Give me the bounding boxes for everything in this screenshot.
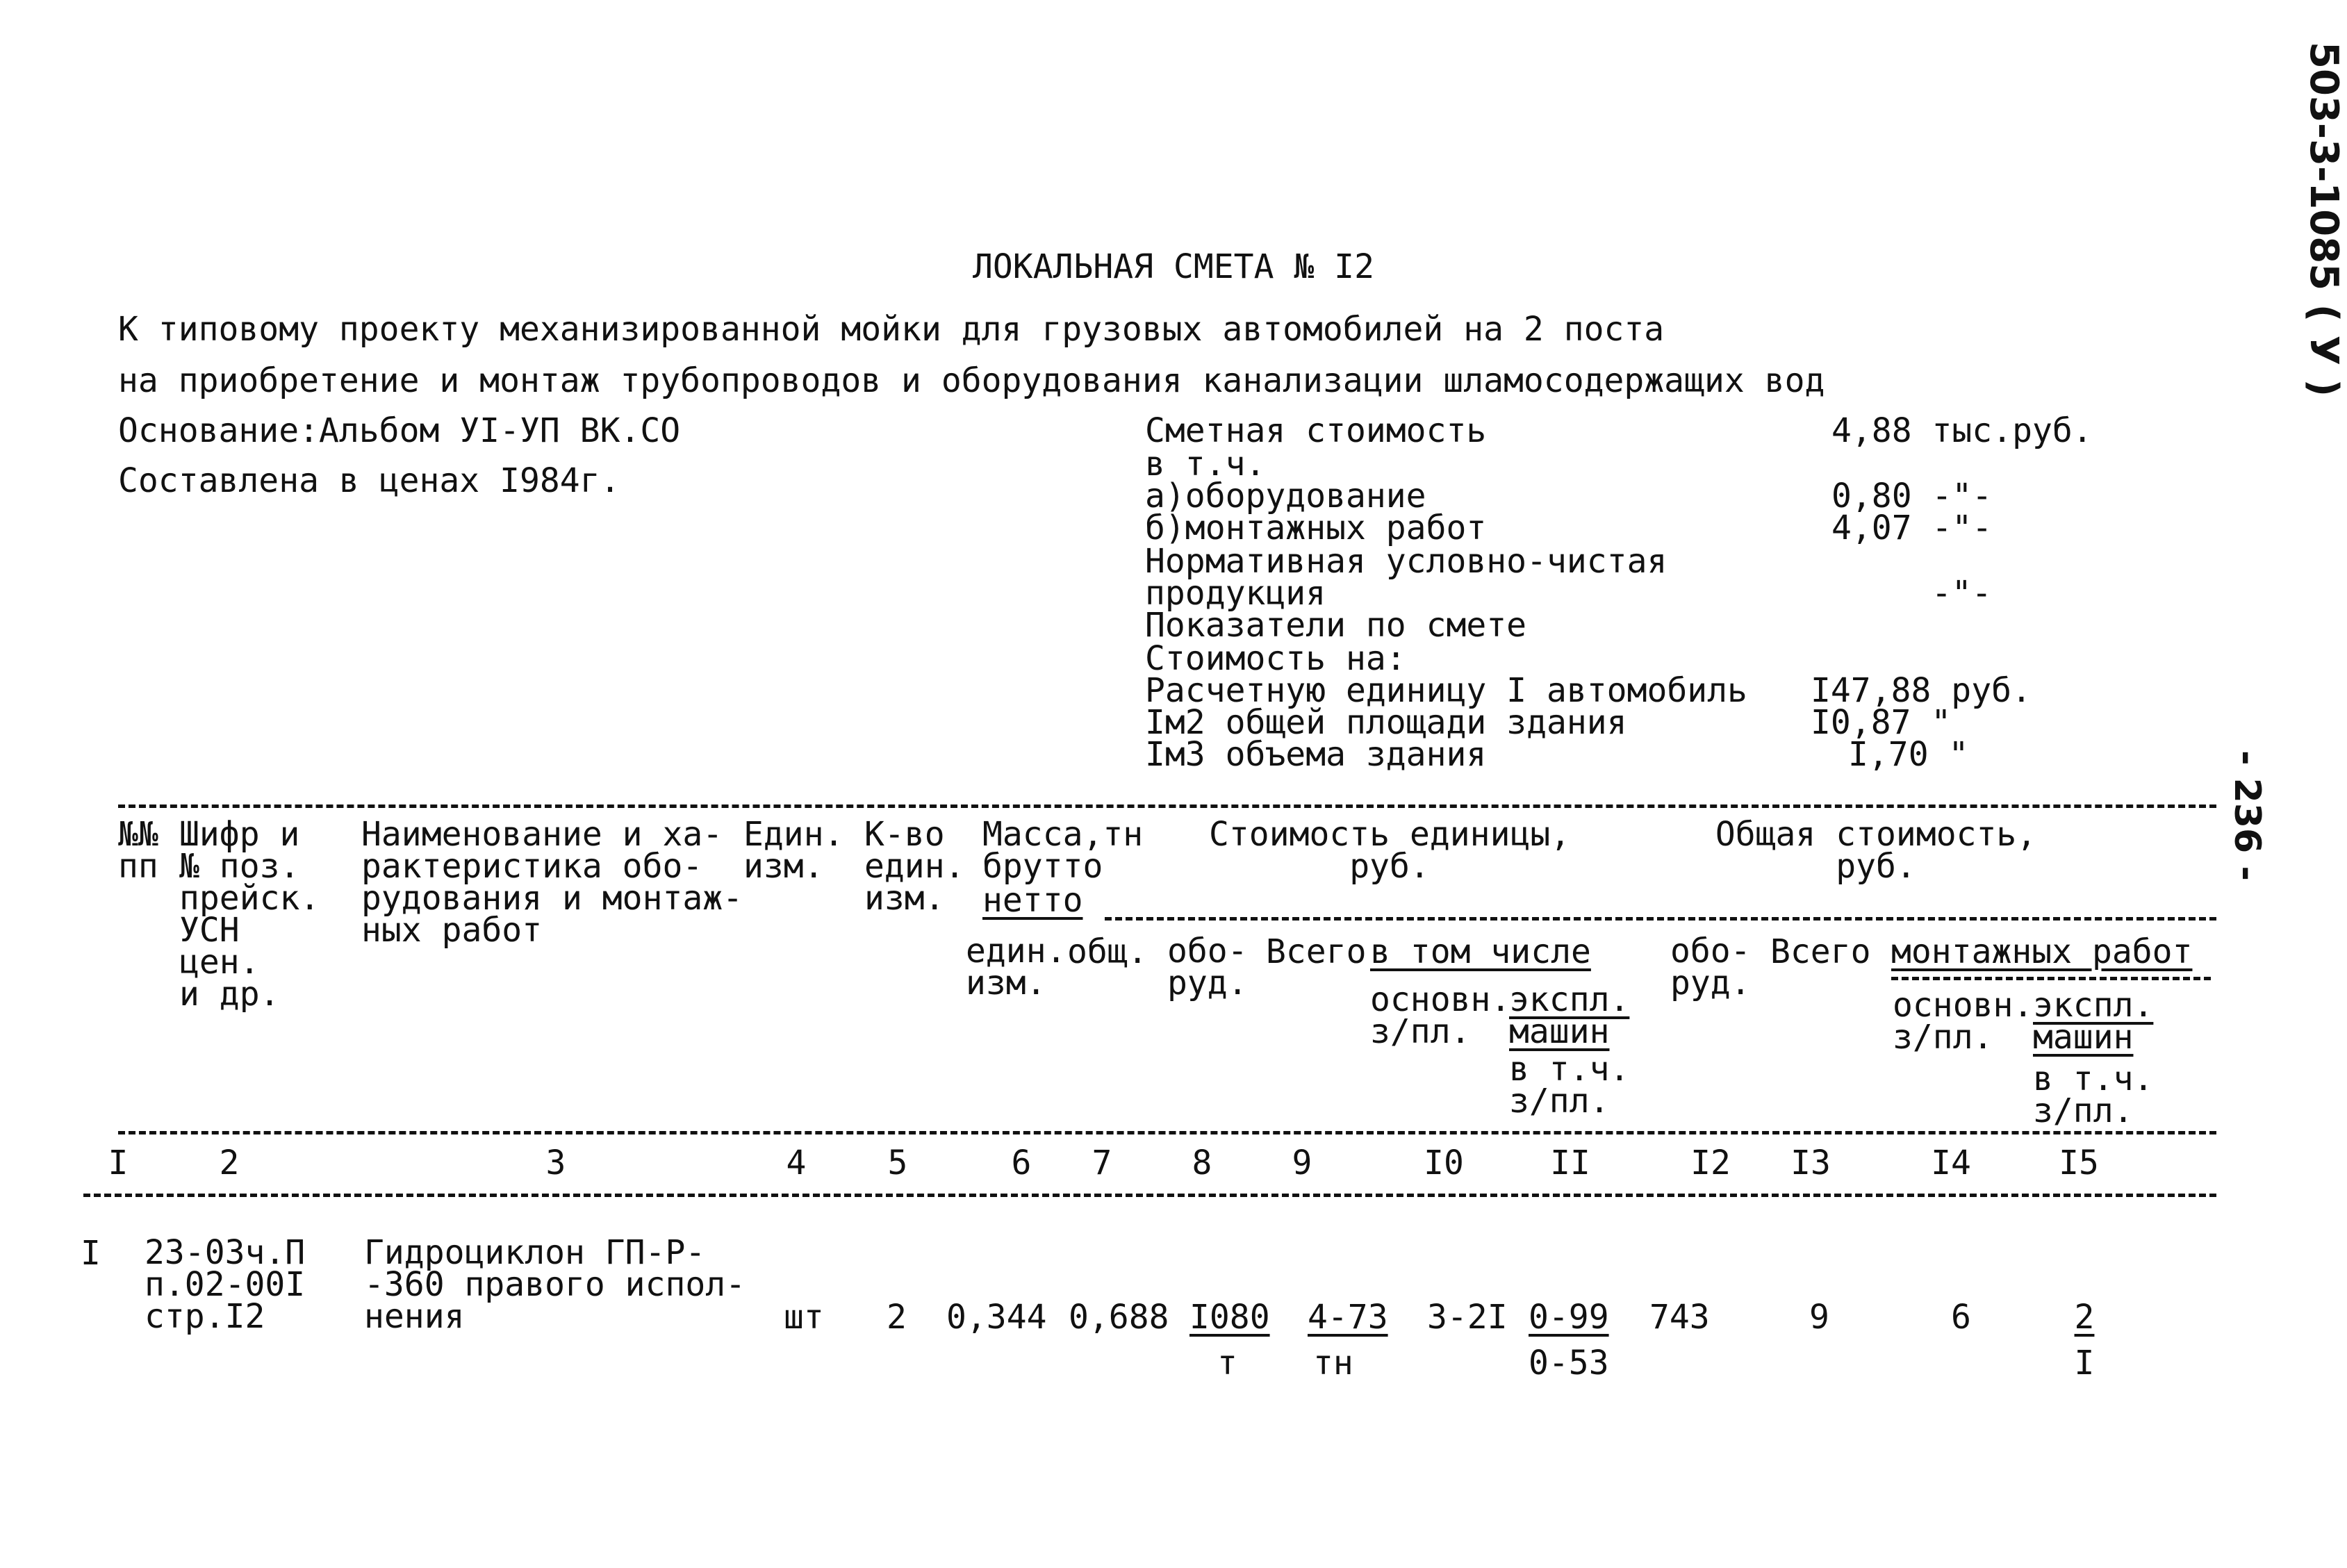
cell-equipment-unit-measure: т xyxy=(1217,1344,1237,1383)
header-total-equipment: обо- руд. xyxy=(1670,932,1751,1002)
subtitle-line-1: К типовому проекту механизированной мойки для грузовых автомобилей на 2 поста xyxy=(118,310,1665,349)
summary-label: Стоимость на: xyxy=(1145,639,1406,678)
column-number: 9 xyxy=(1292,1144,1312,1182)
header-row-number: №№ пп xyxy=(118,815,158,886)
summary-label: Сметная стоимость xyxy=(1145,411,1487,450)
column-number: I5 xyxy=(2059,1144,2099,1182)
cell-total-unit-measure: тн xyxy=(1313,1344,1353,1383)
header-total-install: монтажных работ xyxy=(1891,932,2193,971)
header-unit-incl: в том числе xyxy=(1370,932,1591,971)
cell-quantity: 2 xyxy=(887,1298,907,1337)
side-code: 503-3-1085 ( У ) xyxy=(2301,42,2346,397)
summary-value: I47,88 руб. xyxy=(1811,671,2032,710)
summary-label: б)монтажных работ xyxy=(1145,509,1487,547)
header-mass-per-unit: един. изм. xyxy=(966,932,1067,1002)
column-number: I2 xyxy=(1690,1144,1731,1182)
summary-value: I0,87 " xyxy=(1811,703,1952,742)
summary-label: продукция xyxy=(1145,574,1326,613)
header-unit-all: Всего xyxy=(1266,932,1367,971)
header-mass: Масса,тн брутто xyxy=(982,815,1144,886)
summary-label: Нормативная условно-чистая xyxy=(1145,542,1667,581)
header-total-machines: экспл. машин xyxy=(2033,986,2154,1057)
header-total-wages: основн. з/пл. xyxy=(1893,986,2034,1057)
summary-label: Iм2 общей площади здания xyxy=(1145,703,1627,742)
cell-name: Гидроциклон ГП-Р- -360 правого испол- нения xyxy=(364,1233,746,1336)
header-unit-machines: экспл. машин xyxy=(1509,980,1630,1051)
cell-unit: шт xyxy=(784,1298,824,1337)
header-unit-cost: Стоимость единицы, руб. xyxy=(1209,815,1571,886)
column-number: 6 xyxy=(1011,1144,1032,1182)
header-name: Наименование и ха- рактеристика обо- рудования и монтаж- ных работ xyxy=(361,815,743,950)
column-number: I3 xyxy=(1790,1144,1831,1182)
header-total-machine-wages: в т.ч. з/пл. xyxy=(2033,1059,2154,1130)
cell-total-unit: 4-73 xyxy=(1308,1298,1388,1337)
prices-text: Составлена в ценах I984г. xyxy=(118,461,620,500)
cell-row-number: I xyxy=(81,1234,101,1273)
header-mass-total: общ. xyxy=(1067,932,1148,971)
summary-label: Iм3 объема здания xyxy=(1145,735,1487,774)
summary-label: Показатели по смете xyxy=(1145,606,1527,645)
column-number: 7 xyxy=(1092,1144,1112,1182)
summary-label: Расчетную единицу I автомобиль xyxy=(1145,671,1747,710)
cell-all-total: 9 xyxy=(1809,1298,1829,1337)
column-number: 3 xyxy=(545,1144,566,1182)
header-total-cost: Общая стоимость, руб. xyxy=(1715,815,2037,886)
header-unit-equipment: обо- руд. xyxy=(1167,932,1248,1002)
cell-machines-unit: 0-99 xyxy=(1529,1298,1609,1337)
subtitle-line-2: на приобретение и монтаж трубопроводов и оборудования канализации шламосодержащих вод xyxy=(118,361,1825,400)
header-code: Шифр и № поз. прейск. УСН цен. и др. xyxy=(179,815,320,1014)
summary-value: 0,80 -"- xyxy=(1831,477,1993,515)
summary-value: I,70 " xyxy=(1848,735,1969,774)
cell-machine-wages-unit: 0-53 xyxy=(1529,1344,1609,1383)
cell-mass-total: 0,688 xyxy=(1069,1298,1169,1337)
page-number: - 236 - xyxy=(2226,750,2268,881)
cell-wages-total: 6 xyxy=(1951,1298,1971,1337)
header-total-all: Всего xyxy=(1770,932,1871,971)
header-unit-wages: основн. з/пл. xyxy=(1370,980,1511,1051)
cell-equipment-unit: I080 xyxy=(1189,1298,1270,1337)
header-unit: Един. изм. xyxy=(743,815,844,886)
column-number: I4 xyxy=(1931,1144,1971,1182)
header-mid-rule xyxy=(1105,917,2216,921)
header-mass-netto: нетто xyxy=(982,881,1083,920)
header-bottom-rule xyxy=(118,1131,2216,1134)
summary-label: в т.ч. xyxy=(1145,445,1266,484)
table-top-rule xyxy=(118,804,2216,808)
basis-text: Основание:Альбом УI-УП ВК.СО xyxy=(118,411,681,450)
cell-machine-wages-total: I xyxy=(2074,1344,2095,1383)
column-number: 2 xyxy=(219,1144,240,1182)
column-numbers-rule xyxy=(83,1194,2216,1197)
column-number: 5 xyxy=(887,1144,908,1182)
summary-value: -"- xyxy=(1932,574,1992,613)
column-number: II xyxy=(1550,1144,1590,1182)
document-title: ЛОКАЛЬНАЯ СМЕТА № I2 xyxy=(973,247,1374,286)
summary-label: а)оборудование xyxy=(1145,477,1426,515)
header-install-rule xyxy=(1891,977,2211,980)
column-number: I0 xyxy=(1424,1144,1464,1182)
cell-mass-unit: 0,344 xyxy=(946,1298,1047,1337)
column-number: 4 xyxy=(786,1144,807,1182)
cell-machines-total: 2 xyxy=(2074,1298,2095,1337)
cell-equipment-total: 743 xyxy=(1649,1298,1710,1337)
summary-value: 4,88 тыс.руб. xyxy=(1831,411,2093,450)
summary-value: 4,07 -"- xyxy=(1831,509,1993,547)
column-number: 8 xyxy=(1192,1144,1212,1182)
cell-code: 23-03ч.П п.02-00I стр.I2 xyxy=(145,1233,306,1336)
column-number: I xyxy=(108,1144,129,1182)
header-quantity: К-во един. изм. xyxy=(864,815,965,918)
header-unit-machine-wages: в т.ч. з/пл. xyxy=(1509,1050,1630,1121)
cell-wages-unit: 3-2I xyxy=(1427,1298,1508,1337)
